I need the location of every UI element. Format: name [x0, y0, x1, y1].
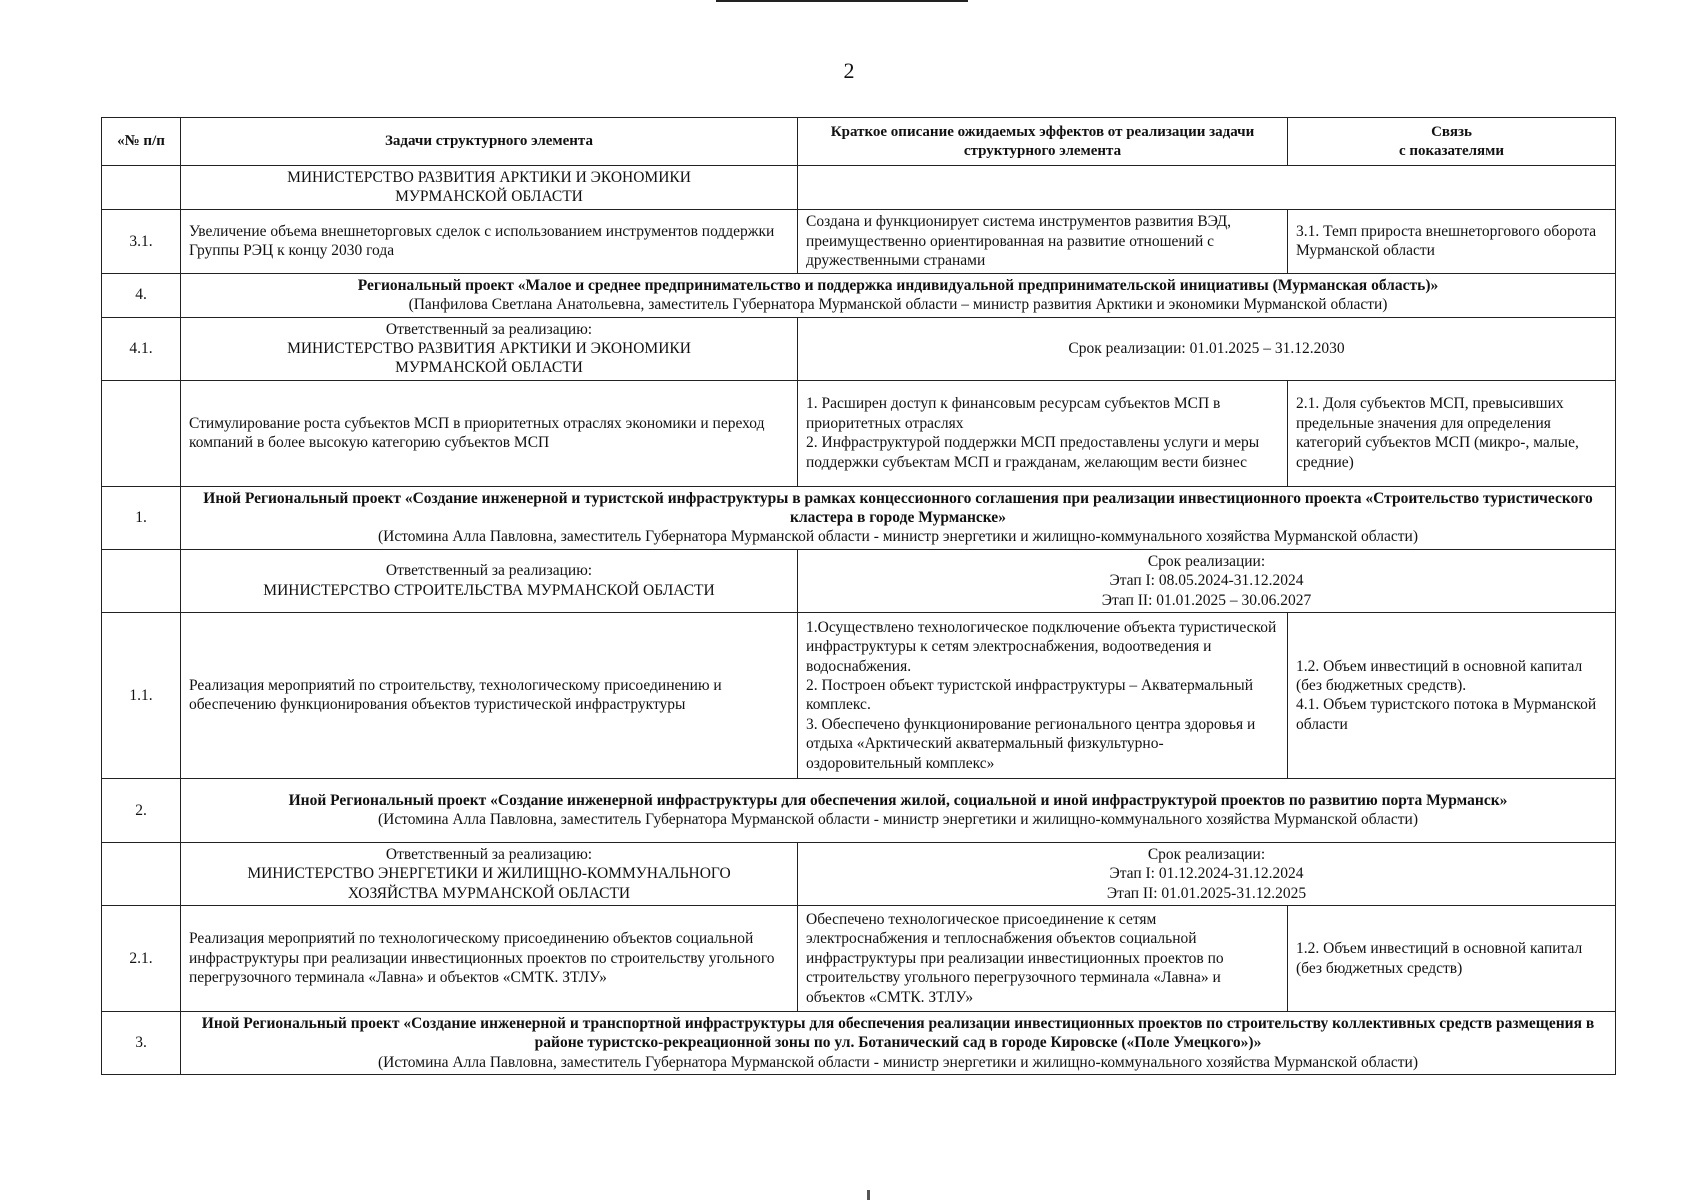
effect-item: 1. Расширен доступ к финансовым ресурсам субъектов МСП в приоритетных отраслях	[806, 395, 1221, 432]
responsible-label: Ответственный за реализацию:	[385, 562, 593, 580]
project-title: Иной Региональный проект «Создание инженерной и туристской инфраструктуры в рамках концессионного соглашения при реализации инвестиционного проекта «Строительство туристического кластера в городе Мурманске»	[203, 489, 1593, 526]
row-number: 3.1.	[102, 209, 181, 273]
table-row	[102, 317, 1616, 380]
top-rule	[716, 0, 968, 2]
term-label: Срок реализации:	[1147, 552, 1266, 570]
ministry-name-line: МУРМАНСКОЙ ОБЛАСТИ	[395, 359, 583, 377]
project-person: (Панфилова Светлана Анатольевна, заместитель Губернатора Мурманской области – министр развития Арктики и экономики Мурманской области)	[408, 296, 1388, 314]
row-number: 2.	[102, 778, 181, 842]
effect-item: 3. Обеспечено функционирование регионального центра здоровья и отдыха «Арктический акватермальный физкультурно-оздоровительный комплекс»	[806, 715, 1256, 772]
ministry-name-line: ХОЗЯЙСТВА МУРМАНСКОЙ ОБЛАСТИ	[347, 884, 631, 902]
project-title: Иной Региональный проект «Создание инженерной инфраструктуры для обеспечения жилой, социальной и иной инфраструктурой проектов по развитию порта Мурманск»	[288, 792, 1508, 809]
project-row	[102, 486, 1616, 549]
ministry-cell	[181, 166, 798, 210]
row-number: 4.1.	[102, 317, 181, 380]
ministry-name-line: МИНИСТЕРСТВО ЭНЕРГЕТИКИ И ЖИЛИЩНО-КОММУНАЛЬНОГО	[247, 865, 731, 883]
table-row	[102, 906, 1616, 1012]
ministry-name-line: МУРМАНСКОЙ ОБЛАСТИ	[395, 188, 583, 206]
link-cell: 3.1. Темп прироста внешнеторгового оборота Мурманской области	[1288, 209, 1616, 273]
project-cell	[181, 273, 1616, 317]
row-number: 1.	[102, 486, 181, 549]
ministry-name-line: МИНИСТЕРСТВО РАЗВИТИЯ АРКТИКИ И ЭКОНОМИКИ	[287, 169, 691, 186]
effects-cell: Создана и функционирует система инструментов развития ВЭД, преимущественно ориентированная на развитие отношений с дружественными странами	[798, 209, 1288, 273]
row-number: 2.1.	[102, 906, 181, 1012]
effect-item: 1.Осуществлено технологическое подключение объекта туристической инфраструктуры к сетям электроснабжения, водоотведения и водоснабжения.	[806, 618, 1277, 675]
table-row	[102, 842, 1616, 905]
structure-table	[101, 117, 1616, 1075]
header-num: «№ п/п	[102, 118, 181, 166]
term-cell: Срок реализации: 01.01.2025 – 31.12.2030	[798, 317, 1616, 380]
effect-item: 2. Инфраструктурой поддержки МСП предоставлены услуги и меры поддержки субъектам МСП и гражданам, желающим вести бизнес	[806, 434, 1260, 471]
stage-item: Этап I: 08.05.2024-31.12.2024	[1109, 572, 1304, 590]
effects-cell	[798, 380, 1288, 486]
task-cell: Стимулирование роста субъектов МСП в приоритетных отраслях экономики и переход компаний в более высокую категорию субъектов МСП	[181, 380, 798, 486]
task-cell: Увеличение объема внешнеторговых сделок с использованием инструментов поддержки Группы РЭЦ к концу 2030 года	[181, 209, 798, 273]
task-cell: Реализация мероприятий по строительству, технологическому присоединению и обеспечению функционирования объектов туристической инфраструктуры	[181, 612, 798, 778]
project-person: (Истомина Алла Павловна, заместитель Губернатора Мурманской области - министр энергетики и жилищно-коммунального хозяйства Мурманской области)	[378, 811, 1418, 829]
stage-item: Этап II: 01.01.2025-31.12.2025	[1106, 884, 1307, 902]
row-number: 1.1.	[102, 612, 181, 778]
project-title: Региональный проект «Малое и среднее предпринимательство и поддержка индивидуальной предпринимательской инициативы (Мурманская область)»	[357, 276, 1439, 294]
responsible-cell	[181, 549, 798, 612]
project-cell	[181, 486, 1616, 549]
page-number: 2	[843, 58, 855, 83]
project-title: Иной Региональный проект «Создание инженерной и транспортной инфраструктуры для обеспечения реализации инвестиционных проектов по строительству коллективных средств размещения в районе туристско-рекреационной зоны по ул. Ботанический сад в городе Кировске («Поле Умецкого»)»	[201, 1015, 1595, 1052]
scan-mark	[867, 1190, 870, 1200]
responsible-cell	[181, 842, 798, 905]
ministry-name-line: МИНИСТЕРСТВО СТРОИТЕЛЬСТВА МУРМАНСКОЙ ОБЛАСТИ	[263, 581, 715, 599]
indicator-item: 1.2. Объем инвестиций в основной капитал (без бюджетных средств).	[1296, 657, 1583, 694]
indicator-item: 4.1. Объем туристского потока в Мурманской области	[1296, 696, 1597, 733]
project-row	[102, 778, 1616, 842]
header-task: Задачи структурного элемента	[181, 118, 798, 166]
header-link	[1288, 118, 1616, 166]
term-cell	[798, 842, 1616, 905]
project-person: (Истомина Алла Павловна, заместитель Губернатора Мурманской области - министр энергетики и жилищно-коммунального хозяйства Мурманской области)	[378, 528, 1418, 546]
table-row	[102, 612, 1616, 778]
responsible-label: Ответственный за реализацию:	[385, 845, 593, 863]
header-link-line2: с показателями	[1398, 142, 1505, 159]
project-person: (Истомина Алла Павловна, заместитель Губернатора Мурманской области - министр энергетики и жилищно-коммунального хозяйства Мурманской области)	[378, 1053, 1418, 1071]
stage-item: Этап II: 01.01.2025 – 30.06.2027	[1101, 591, 1312, 609]
header-row	[102, 118, 1616, 166]
row-number: 3.	[102, 1012, 181, 1075]
stage-item: Этап I: 01.12.2024-31.12.2024	[1109, 865, 1304, 883]
link-cell	[1288, 612, 1616, 778]
header-link-line1: Связь	[1431, 123, 1472, 140]
row-number: 4.	[102, 273, 181, 317]
table-row	[102, 380, 1616, 486]
project-cell	[181, 778, 1616, 842]
project-cell	[181, 1012, 1616, 1075]
table-row	[102, 166, 1616, 210]
effects-cell	[798, 612, 1288, 778]
header-effects: Краткое описание ожидаемых эффектов от реализации задачи структурного элемента	[798, 118, 1288, 166]
table-row	[102, 549, 1616, 612]
effect-item: 2. Построен объект туристской инфраструктуры – Акватермальный комплекс.	[806, 677, 1254, 714]
project-row	[102, 1012, 1616, 1075]
effects-cell: Обеспечено технологическое присоединение к сетям электроснабжения и теплоснабжения объектов социальной инфраструктуры при реализации инвестиционных проектов по строительству угольного перегрузочного терминала «Лавна» и объектов «СМТК. ЗТЛУ»	[798, 906, 1288, 1012]
table-row	[102, 209, 1616, 273]
term-cell	[798, 549, 1616, 612]
project-row	[102, 273, 1616, 317]
link-cell: 1.2. Объем инвестиций в основной капитал (без бюджетных средств)	[1288, 906, 1616, 1012]
responsible-cell	[181, 317, 798, 380]
responsible-label: Ответственный за реализацию:	[385, 320, 593, 338]
link-cell: 2.1. Доля субъектов МСП, превысивших предельные значения для определения категорий субъектов МСП (микро-, малые, средние)	[1288, 380, 1616, 486]
ministry-name-line: МИНИСТЕРСТВО РАЗВИТИЯ АРКТИКИ И ЭКОНОМИКИ	[287, 339, 691, 357]
term-label: Срок реализации:	[1147, 845, 1266, 863]
task-cell: Реализация мероприятий по технологическому присоединению объектов социальной инфраструктуры при реализации инвестиционных проектов по строительству угольного перегрузочного терминала «Лавна» и объектов «СМТК. ЗТЛУ»	[181, 906, 798, 1012]
